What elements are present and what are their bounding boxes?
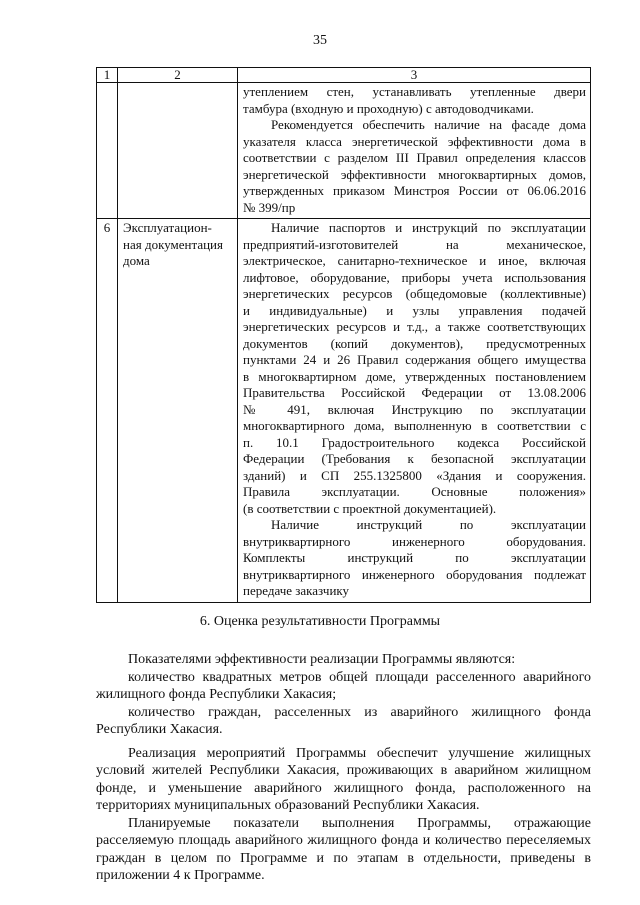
text-line: передаче заказчику xyxy=(243,583,350,598)
text-line: и индивидуальные) и узлы управления подачей xyxy=(243,302,586,318)
text-line: Наличие паспортов и инструкций по эксплуатации xyxy=(271,220,586,235)
text-line: № 399/пр xyxy=(243,199,296,215)
text-line: энергетических ресурсов (общедомовые (коллективные) xyxy=(243,286,586,301)
text-line: тамбура (входную и проходную) с автодоводчиками. xyxy=(243,100,534,116)
paragraph-line: расселяемую площадь аварийного жилищного фонда и количество переселяемых xyxy=(96,833,591,848)
text-line: п. 10.1 Градостроительного кодекса Российской xyxy=(243,434,586,450)
text-line: утвержденных приказом Минстроя России от 06.06.2016 xyxy=(243,183,586,198)
paragraph-line: количество граждан, расселенных из аварийного жилищного фонда xyxy=(128,704,591,720)
text-line: Наличие инструкций по эксплуатации xyxy=(271,517,586,532)
text-line: соответствии с разделом III Правил определения классов xyxy=(243,150,586,165)
paragraph-line: условий жителей Республики Хакасия, проживающих в аварийном жилищном xyxy=(96,763,591,778)
text-line: электрическое, санитарно-техническое и иное, включая xyxy=(243,253,586,268)
text-line: Рекомендуется обеспечить наличие на фасаде дома xyxy=(271,117,586,132)
requirements-table xyxy=(96,67,591,603)
text-line: пунктами 24 и 26 Правил содержания общего имущества xyxy=(243,352,586,367)
table-header-row xyxy=(97,68,591,83)
text-line: зданий) и СП 255.1325800 «Здания и сооружения. xyxy=(243,467,586,483)
text-line: Комплекты инструкций по эксплуатации xyxy=(243,550,586,565)
paragraph-line: Планируемые показатели выполнения Программы, отражающие xyxy=(128,815,591,831)
text-line: (в соответствии с проектной документацией). xyxy=(243,500,497,516)
paragraph-line: Показателями эффективности реализации Программы являются: xyxy=(128,652,516,667)
row-name-line: Эксплуатацион- xyxy=(123,220,212,235)
text-line: № 491, включая Инструкцию по эксплуатации xyxy=(243,401,586,417)
column-header-3: 3 xyxy=(238,68,591,83)
paragraph-line: граждан в целом по Программе и по этапам в отдельности, приведены в xyxy=(96,850,591,866)
page-number: 35 xyxy=(313,33,327,48)
row-number-cell xyxy=(97,83,118,219)
text-line: предприятий-изготовителей на механическое, xyxy=(243,236,586,252)
row-text-cell xyxy=(238,83,591,219)
column-header-1: 1 xyxy=(97,68,118,83)
row-name-line: дома xyxy=(123,253,150,268)
paragraph-line: территориях муниципальных образований Республики Хакасия. xyxy=(96,798,480,813)
text-line: Правительства Российской Федерации от 13.08.2006 xyxy=(243,385,586,400)
paragraph-line: приложении 4 к Программе. xyxy=(96,868,265,883)
text-line: лифтовое, оборудование, приборы учета использования xyxy=(243,269,586,285)
text-line: в многоквартирном доме, утвержденных постановлением xyxy=(243,368,586,384)
paragraph-line: Республики Хакасия. xyxy=(96,722,223,737)
text-line: указателя класса энергетической эффективности дома в xyxy=(243,133,586,149)
row-number-cell: 6 xyxy=(97,219,118,603)
paragraph-line: количество квадратных метров общей площади расселенного аварийного xyxy=(128,669,591,685)
text-line: внутриквартирного инженерного оборудования. xyxy=(243,533,586,549)
table-row-continued xyxy=(97,83,591,219)
row-name-cell xyxy=(118,219,238,603)
row-text-cell xyxy=(238,219,591,603)
row-name-cell xyxy=(118,83,238,219)
section-body xyxy=(96,651,591,885)
text-line: энергетических ресурсов и т.д., а также соответствующих xyxy=(243,319,586,334)
text-line: внутриквартирного инженерного оборудования подлежат xyxy=(243,566,586,582)
column-header-2: 2 xyxy=(118,68,238,83)
text-line: многоквартирного дома, выполненную в соответствии с xyxy=(243,418,586,433)
row-name-line: ная документация xyxy=(123,236,223,252)
paragraph-line: Реализация мероприятий Программы обеспечит улучшение жилищных xyxy=(128,745,591,761)
text-line: утеплением стен, устанавливать утепленные двери xyxy=(243,84,586,99)
text-line: Правила эксплуатации. Основные положения» xyxy=(243,484,586,499)
table-row-6 xyxy=(97,219,591,603)
paragraph-line: фонде, и уменьшение аварийного жилищного фонда, расположенного на xyxy=(96,780,591,796)
section-title: 6. Оценка результативности Программы xyxy=(199,614,441,629)
text-line: энергетической эффективности многоквартирных домов, xyxy=(243,166,586,182)
paragraph-line: жилищного фонда Республики Хакасия; xyxy=(96,687,337,702)
text-line: документов (копий документов), предусмотренных xyxy=(243,335,586,351)
text-line: Федерации (Требования к безопасной эксплуатации xyxy=(243,451,586,466)
